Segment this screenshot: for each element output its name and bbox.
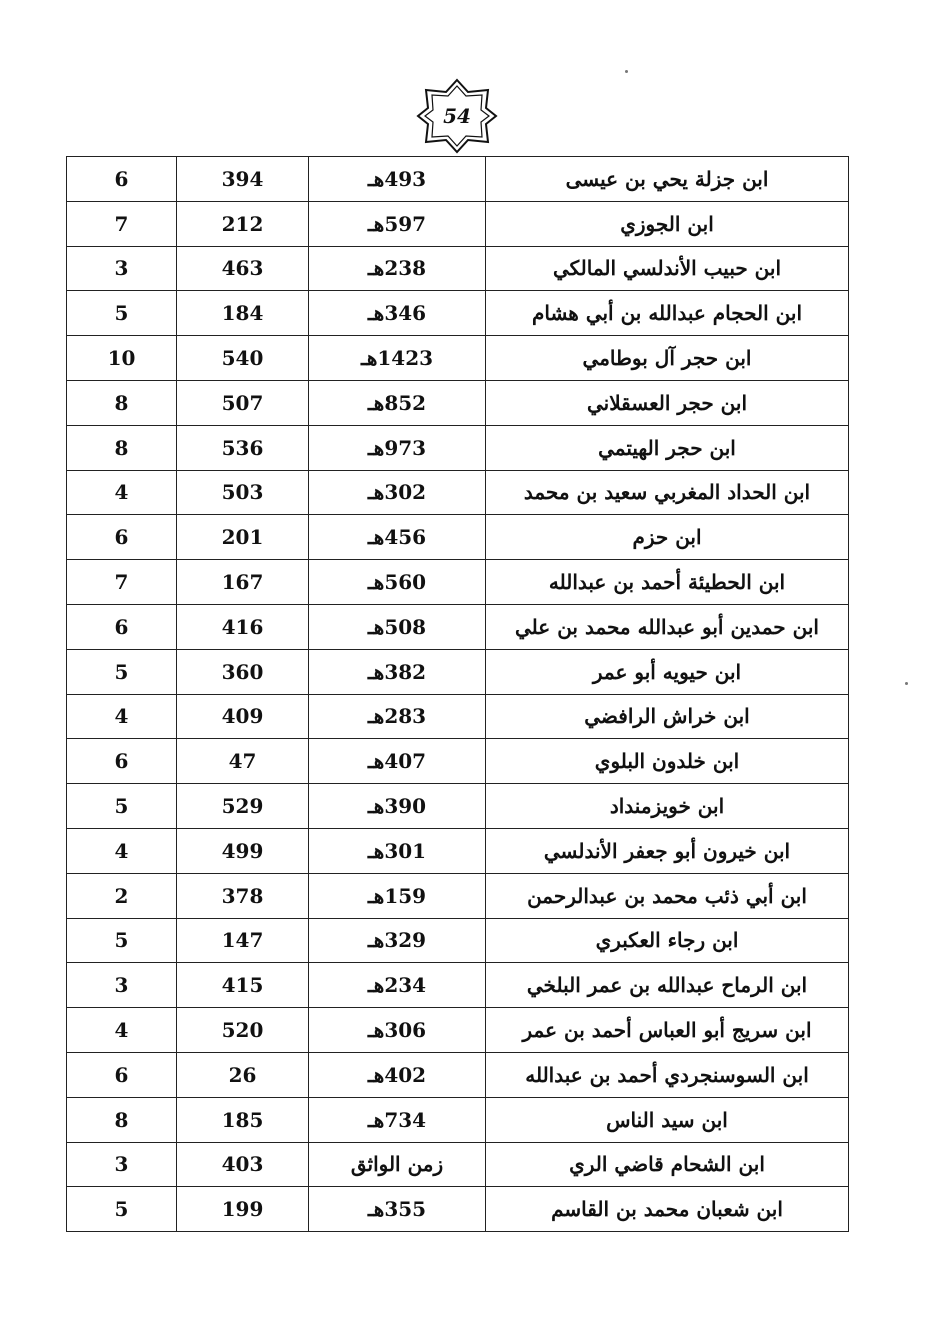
row-year: 493هـ xyxy=(309,157,486,202)
row-count: 3 xyxy=(67,1142,177,1187)
row-name: ابن الحداد المغربي سعيد بن محمد xyxy=(486,470,849,515)
table-row xyxy=(67,694,849,739)
row-count: 4 xyxy=(67,470,177,515)
table-row xyxy=(67,380,849,425)
row-year: 560هـ xyxy=(309,560,486,605)
table-row xyxy=(67,784,849,829)
row-year: 346هـ xyxy=(309,291,486,336)
row-year: 407هـ xyxy=(309,739,486,784)
table-row xyxy=(67,1008,849,1053)
row-year: 390هـ xyxy=(309,784,486,829)
row-name: ابن رجاء العكبري xyxy=(486,918,849,963)
row-page: 536 xyxy=(177,425,309,470)
row-count: 6 xyxy=(67,1052,177,1097)
page-number: 54 xyxy=(443,104,471,128)
table-body xyxy=(67,157,849,1232)
table-row xyxy=(67,873,849,918)
row-year: 508هـ xyxy=(309,604,486,649)
row-page: 199 xyxy=(177,1187,309,1232)
row-year: 456هـ xyxy=(309,515,486,560)
row-count: 8 xyxy=(67,425,177,470)
row-count: 7 xyxy=(67,560,177,605)
row-count: 7 xyxy=(67,201,177,246)
table-row xyxy=(67,649,849,694)
row-page: 184 xyxy=(177,291,309,336)
row-count: 5 xyxy=(67,1187,177,1232)
table-row xyxy=(67,604,849,649)
row-year: 159هـ xyxy=(309,873,486,918)
table-row xyxy=(67,470,849,515)
table-row xyxy=(67,336,849,381)
row-page: 540 xyxy=(177,336,309,381)
row-name: ابن حجر آل بوطامي xyxy=(486,336,849,381)
row-year: 283هـ xyxy=(309,694,486,739)
row-year: 234هـ xyxy=(309,963,486,1008)
table-row xyxy=(67,291,849,336)
table-row xyxy=(67,246,849,291)
row-name: ابن خراش الرافضي xyxy=(486,694,849,739)
row-name: ابن شعبان محمد بن القاسم xyxy=(486,1187,849,1232)
row-year: 302هـ xyxy=(309,470,486,515)
row-year: 852هـ xyxy=(309,380,486,425)
row-name: ابن خلدون البلوي xyxy=(486,739,849,784)
table-row xyxy=(67,1142,849,1187)
table-row xyxy=(67,1052,849,1097)
row-count: 8 xyxy=(67,1097,177,1142)
row-page: 463 xyxy=(177,246,309,291)
row-name: ابن السوسنجردي أحمد بن عبدالله xyxy=(486,1052,849,1097)
row-name: ابن الحجام عبدالله بن أبي هشام xyxy=(486,291,849,336)
row-count: 6 xyxy=(67,515,177,560)
row-year: 306هـ xyxy=(309,1008,486,1053)
row-count: 6 xyxy=(67,157,177,202)
row-name: ابن الحطيئة أحمد بن عبدالله xyxy=(486,560,849,605)
row-count: 5 xyxy=(67,649,177,694)
row-count: 10 xyxy=(67,336,177,381)
row-name: ابن جزلة يحي بن عيسى xyxy=(486,157,849,202)
row-page: 403 xyxy=(177,1142,309,1187)
row-count: 3 xyxy=(67,246,177,291)
row-name: ابن حمدين أبو عبدالله محمد بن علي xyxy=(486,604,849,649)
table-row xyxy=(67,1097,849,1142)
row-name: ابن الجوزي xyxy=(486,201,849,246)
row-year: 329هـ xyxy=(309,918,486,963)
row-count: 8 xyxy=(67,380,177,425)
row-page: 212 xyxy=(177,201,309,246)
row-year: 1423هـ xyxy=(309,336,486,381)
row-page: 47 xyxy=(177,739,309,784)
row-count: 5 xyxy=(67,784,177,829)
row-name: ابن حزم xyxy=(486,515,849,560)
row-page: 26 xyxy=(177,1052,309,1097)
row-count: 2 xyxy=(67,873,177,918)
row-count: 4 xyxy=(67,694,177,739)
row-page: 185 xyxy=(177,1097,309,1142)
row-name: ابن خيرون أبو جعفر الأندلسي xyxy=(486,828,849,873)
row-count: 5 xyxy=(67,291,177,336)
row-year: 382هـ xyxy=(309,649,486,694)
row-name: ابن حيويه أبو عمر xyxy=(486,649,849,694)
row-page: 499 xyxy=(177,828,309,873)
row-page: 360 xyxy=(177,649,309,694)
row-year: 973هـ xyxy=(309,425,486,470)
row-page: 520 xyxy=(177,1008,309,1053)
row-page: 378 xyxy=(177,873,309,918)
row-name: ابن حجر الهيتمي xyxy=(486,425,849,470)
table-row xyxy=(67,1187,849,1232)
table-row xyxy=(67,425,849,470)
row-count: 6 xyxy=(67,739,177,784)
row-year: زمن الواثق xyxy=(309,1142,486,1187)
table-row xyxy=(67,560,849,605)
scan-speck xyxy=(625,70,628,73)
row-count: 4 xyxy=(67,828,177,873)
row-year: 238هـ xyxy=(309,246,486,291)
page-number-badge xyxy=(416,78,498,154)
table-row xyxy=(67,515,849,560)
row-page: 529 xyxy=(177,784,309,829)
table-row xyxy=(67,201,849,246)
table-row xyxy=(67,157,849,202)
row-name: ابن سيد الناس xyxy=(486,1097,849,1142)
row-year: 355هـ xyxy=(309,1187,486,1232)
table-row xyxy=(67,828,849,873)
row-name: ابن حجر العسقلاني xyxy=(486,380,849,425)
row-count: 6 xyxy=(67,604,177,649)
row-page: 415 xyxy=(177,963,309,1008)
row-page: 416 xyxy=(177,604,309,649)
row-count: 5 xyxy=(67,918,177,963)
row-page: 507 xyxy=(177,380,309,425)
row-name: ابن الشحام قاضي الري xyxy=(486,1142,849,1187)
row-page: 394 xyxy=(177,157,309,202)
row-name: ابن سريج أبو العباس أحمد بن عمر xyxy=(486,1008,849,1053)
row-page: 167 xyxy=(177,560,309,605)
scan-speck xyxy=(905,682,908,685)
table-row xyxy=(67,739,849,784)
row-year: 301هـ xyxy=(309,828,486,873)
row-page: 409 xyxy=(177,694,309,739)
row-name: ابن أبي ذئب محمد بن عبدالرحمن xyxy=(486,873,849,918)
row-year: 597هـ xyxy=(309,201,486,246)
index-table xyxy=(66,156,849,1232)
row-count: 4 xyxy=(67,1008,177,1053)
row-name: ابن الرماح عبدالله بن عمر البلخي xyxy=(486,963,849,1008)
row-page: 147 xyxy=(177,918,309,963)
row-page: 503 xyxy=(177,470,309,515)
row-name: ابن حبيب الأندلسي المالكي xyxy=(486,246,849,291)
row-name: ابن خويزمنداد xyxy=(486,784,849,829)
table-row xyxy=(67,918,849,963)
row-count: 3 xyxy=(67,963,177,1008)
table-row xyxy=(67,963,849,1008)
row-page: 201 xyxy=(177,515,309,560)
row-year: 402هـ xyxy=(309,1052,486,1097)
row-year: 734هـ xyxy=(309,1097,486,1142)
